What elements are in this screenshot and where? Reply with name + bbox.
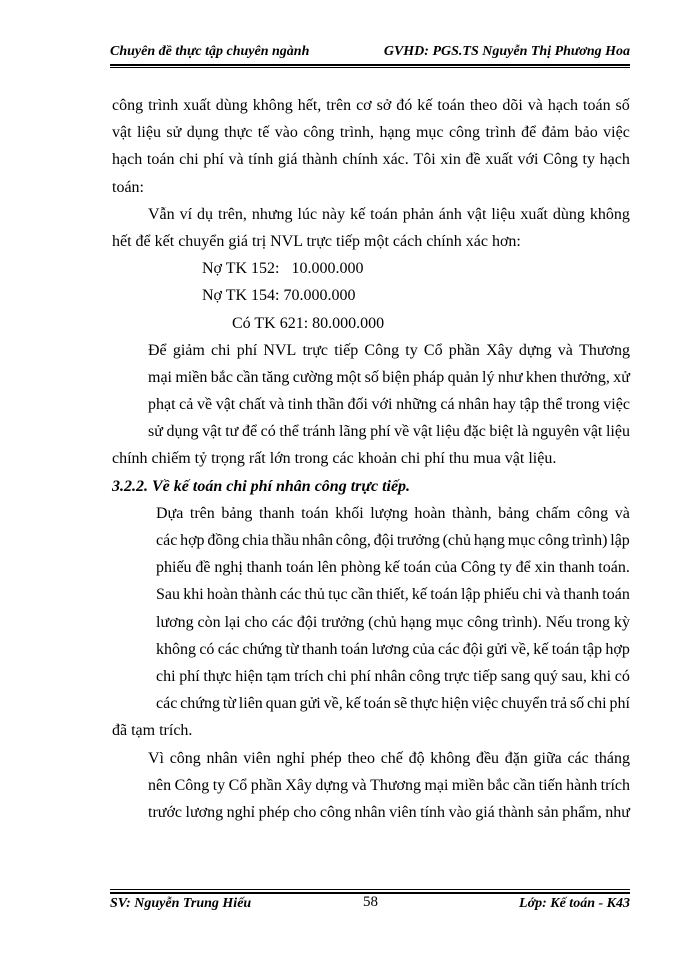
header-rule [110,64,630,66]
text-line: Vẫn ví dụ trên, nhưng lúc này kế toán phản ánh vật liệu xuất dùng không [148,205,630,223]
paragraph-2 [112,201,630,228]
paragraph-1-last-line: toán: [112,178,144,196]
text-line: nên Công ty Cổ phần Xây dựng và Thương mại miền bắc cần tiến hành trích [148,776,630,794]
text-line: các chứng từ liên quan gửi về, kế toán sẽ thực hiện việc chuyển trả số chi phí [156,695,630,713]
text-line: hạch toán chi phí và tính giá thành chính xác. Tôi xin đề xuất với Công ty hạch [112,151,630,169]
text-line: các hợp đồng chia thầu nhân công, đội trưởng (chủ hạng mục công trình) lập [156,532,630,549]
footer-rule-thin [110,889,630,890]
text-line: Vì công nhân viên nghỉ phép theo chế độ không đều đặn giữa các tháng [148,749,630,767]
text-line: trước lương nghỉ phép cho công nhân viên tính vào giá thành sản phẩm, như [148,803,630,821]
text-line: Dựa trên bảng thanh toán khối lượng hoàn thành, bảng chấm công và [156,504,630,522]
page-body [112,92,630,826]
paragraph-4-last-line: đã tạm trích. [112,722,193,740]
text-line: công trình xuất dùng không hết, trên cơ sở đó kế toán theo dõi và hạch toán số [112,97,630,114]
header-course-title: Chuyên đề thực tập chuyên ngành [110,44,310,59]
text-line: Để giảm chi phí NVL trực tiếp Công ty Cổ phần Xây dựng và Thương [148,341,630,359]
text-line: Sau khi hoàn thành các thủ tục cần thiết, kế toán lập phiếu chi và thanh toán [156,586,630,604]
journal-entry-debit-154: Nợ TK 154: 70.000.000 [202,287,356,305]
text-line: vật liệu sử dụng thực tế vào công trình, hạng mục công trình để đảm bảo việc [112,124,630,142]
header-supervisor: GVHD: PGS.TS Nguyễn Thị Phương Hoa [383,44,630,59]
paragraph-3 [112,337,630,446]
page-number: 58 [363,894,378,910]
text-line: phiếu đề nghị thanh toán lên phòng kế toán của Công ty để xin thanh toán. [156,559,630,577]
text-line: không có các chứng từ thanh toán lương của các đội gửi về, kế toán tập hợp [156,640,630,658]
journal-entry-debit-152: Nợ TK 152: 10.000.000 [202,260,364,278]
text-line: lương còn lại cho các đội trưởng (chủ hạng mục công trình). Nếu trong kỳ [156,613,630,631]
paragraph-1 [112,92,630,174]
footer-student: SV: Nguyễn Trung Hiếu [110,896,252,911]
header-rule-thin [110,67,630,68]
page-header [110,44,630,60]
paragraph-4 [112,500,630,718]
paragraph-5 [112,745,630,827]
footer-class: Lớp: Kế toán - K43 [519,896,630,911]
text-line: chi phí thực hiện tạm trích chi phí nhân công trực tiếp sang quý sau, khi có [156,667,630,685]
text-line: mại miền bắc cần tăng cường một số biện pháp quản lý như khen thưởng, xử [148,368,630,386]
text-line: sử dụng vật tư để có thể tránh lãng phí về vật liệu đặc biệt là nguyên vật liệu [148,423,630,441]
paragraph-3-last-line: chính chiếm tỷ trọng rất lớn trong các khoản chi phí thu mua vật liệu. [112,450,557,468]
text-line: phạt cả về vật chất và tinh thần đối với những cá nhân hay tập thể trong việc [148,396,630,414]
section-heading: 3.2.2. Về kế toán chi phí nhân công trực tiếp. [112,477,411,495]
journal-entry-credit-621: Có TK 621: 80.000.000 [232,314,385,332]
paragraph-2-last-line: hết để kết chuyển giá trị NVL trực tiếp một cách chính xác hơn: [112,232,521,250]
